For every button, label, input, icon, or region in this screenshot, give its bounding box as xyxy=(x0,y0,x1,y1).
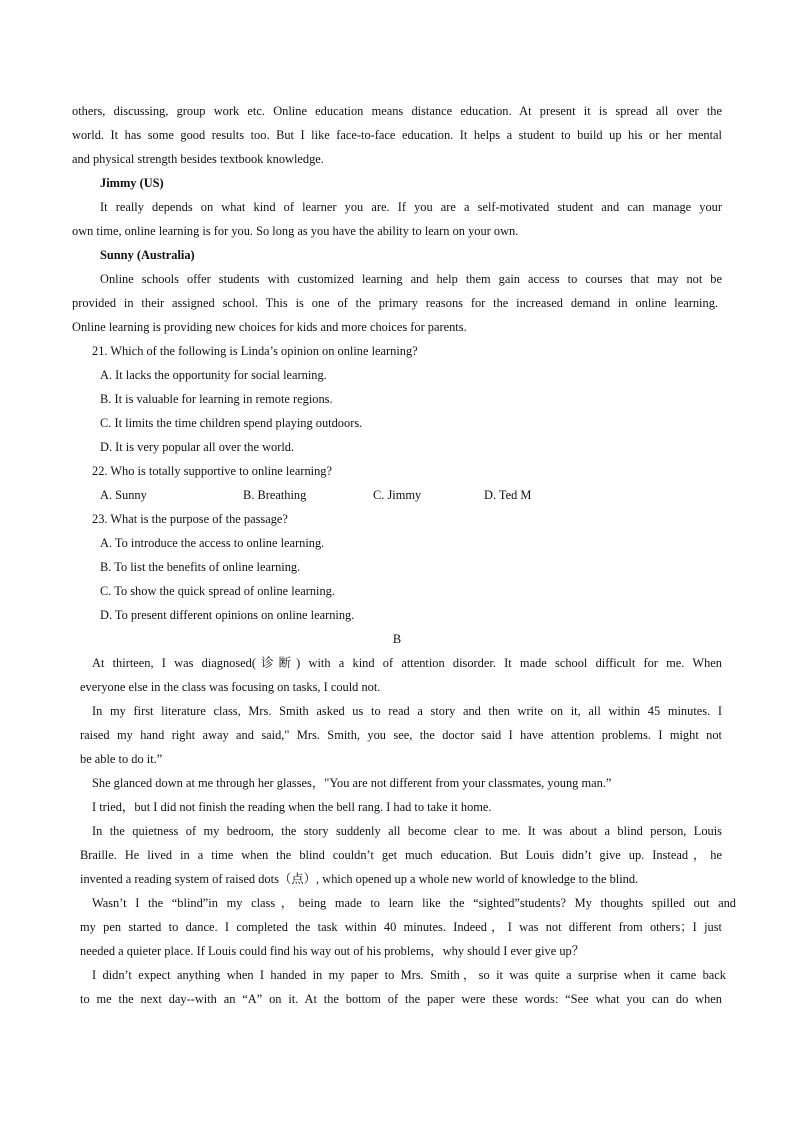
question-stem: 22. Who is totally supportive to online learning? xyxy=(92,464,332,478)
paragraph-line: I didn’t expect anything when I handed in my paper to Mrs. Smith，so it was quite a surprise when it came back xyxy=(92,968,726,982)
answer-option: A. To introduce the access to online learning. xyxy=(100,536,325,550)
paragraph-line: needed a quieter place. If Louis could find his way out of his problems，why should I ever give up？ xyxy=(80,944,585,958)
paragraph-line: I tried，but I did not finish the reading when the bell rang. I had to take it home. xyxy=(92,800,492,814)
paragraph-line: everyone else in the class was focusing on tasks, I could not. xyxy=(80,680,381,694)
speaker-heading: Sunny (Australia) xyxy=(100,248,195,262)
section-heading: B xyxy=(392,632,402,646)
paragraph-line: others, discussing, group work etc. Online education means distance education. At present it is spread all over the xyxy=(72,104,722,118)
paragraph-line: At thirteen, I was diagnosed(诊断) with a kind of attention disorder. It made school difficult for me. When xyxy=(92,656,722,670)
answer-option: D. To present different opinions on online learning. xyxy=(100,608,355,622)
paragraph-line: Wasn’t I the “blind”in my class，being made to learn like the “sighted”students? My thoughts spilled out and xyxy=(92,896,736,910)
answer-option: C. To show the quick spread of online learning. xyxy=(100,584,335,598)
answer-option: D. It is very popular all over the world. xyxy=(100,440,295,454)
answer-option: A. It lacks the opportunity for social learning. xyxy=(100,368,327,382)
answer-option: B. To list the benefits of online learning. xyxy=(100,560,301,574)
answer-option: C. Jimmy xyxy=(373,488,422,502)
question-stem: 23. What is the purpose of the passage? xyxy=(92,512,288,526)
paragraph-line: Online schools offer students with customized learning and help them gain access to courses that may not be xyxy=(100,272,722,286)
paragraph-line: raised my hand right away and said," Mrs. Smith, you see, the doctor said I have attention problems. I might not xyxy=(80,728,722,742)
paragraph-line: Braille. He lived in a time when the blind couldn’t get much education. But Louis didn’t give up. Instead，he xyxy=(80,848,722,862)
paragraph-line: provided in their assigned school. This is one of the primary reasons for the increased demand in online learning. xyxy=(72,296,718,310)
answer-option: C. It limits the time children spend playing outdoors. xyxy=(100,416,363,430)
paragraph-line: own time, online learning is for you. So long as you have the ability to learn on your own. xyxy=(72,224,519,238)
paragraph-line: In the quietness of my bedroom, the story suddenly all become clear to me. It was about a blind person, Louis xyxy=(92,824,722,838)
paragraph-line: to me the next day--with an “A” on it. At the bottom of the paper were these words: “See what you can do when xyxy=(80,992,722,1006)
paragraph-line: my pen started to dance. I completed the task within 40 minutes. Indeed，I was not different from others；I just xyxy=(80,920,722,934)
paragraph-line: and physical strength besides textbook knowledge. xyxy=(72,152,324,166)
paragraph-line: She glanced down at me through her glasses，"You are not different from your classmates, young man.” xyxy=(92,776,612,790)
paragraph-line: Online learning is providing new choices for kids and more choices for parents. xyxy=(72,320,467,334)
speaker-heading: Jimmy (US) xyxy=(100,176,164,190)
paragraph-line: invented a reading system of raised dots（点）, which opened up a whole new world of knowledge to the blind. xyxy=(80,872,639,886)
answer-option: D. Ted M xyxy=(484,488,532,502)
question-stem: 21. Which of the following is Linda’s opinion on online learning? xyxy=(92,344,418,358)
answer-option: A. Sunny xyxy=(100,488,147,502)
answer-option: B. Breathing xyxy=(243,488,307,502)
answer-option: B. It is valuable for learning in remote regions. xyxy=(100,392,333,406)
paragraph-line: It really depends on what kind of learner you are. If you are a self-motivated student and can manage your xyxy=(100,200,722,214)
paragraph-line: In my first literature class, Mrs. Smith asked us to read a story and then write on it, all within 45 minutes. I xyxy=(92,704,722,718)
paragraph-line: world. It has some good results too. But I like face-to-face education. It helps a student to build up his or her mental xyxy=(72,128,722,142)
paragraph-line: be able to do it.” xyxy=(80,752,163,766)
